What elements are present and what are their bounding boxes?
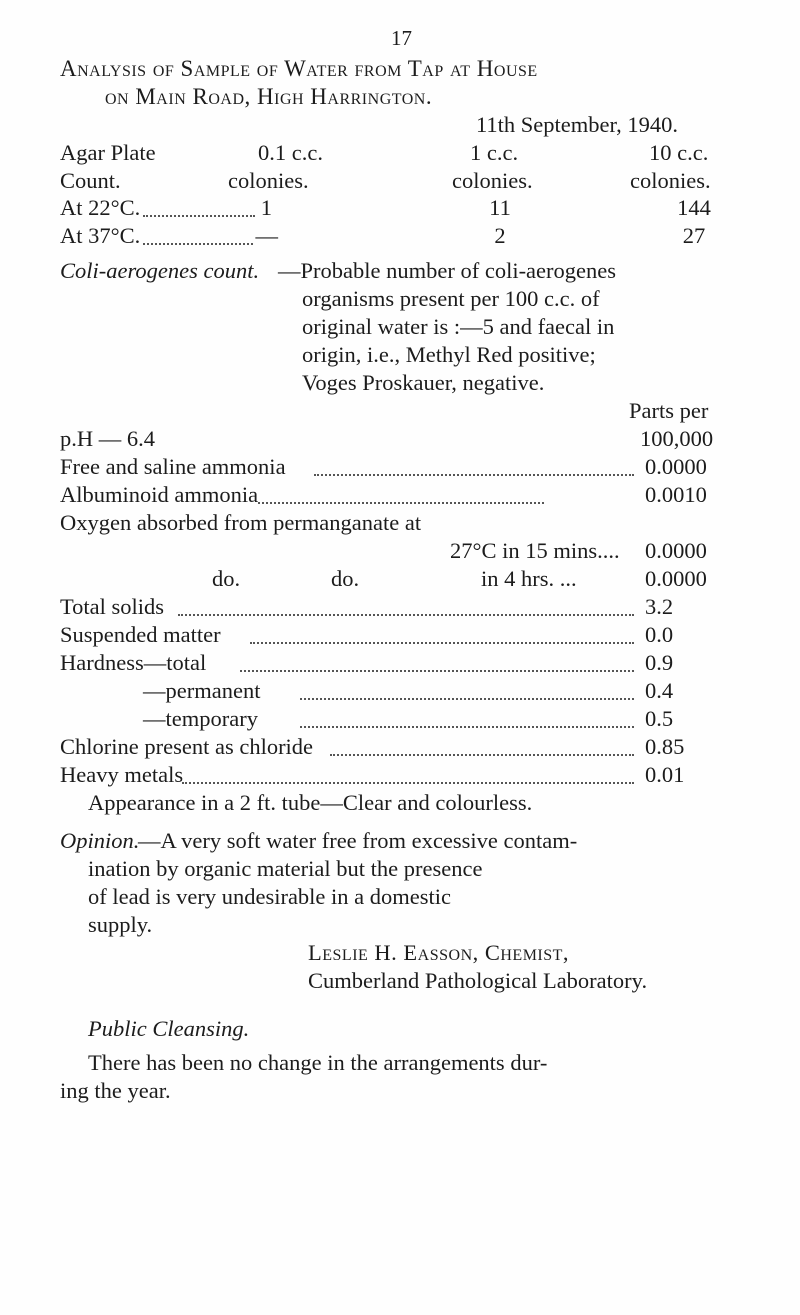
- units-header: Parts per: [629, 398, 709, 423]
- agar-cell: 2: [494, 223, 506, 248]
- chem-row-label: Suspended matter: [60, 622, 221, 647]
- agar-head-col1-2: colonies.: [228, 168, 309, 193]
- chem-row-value: 0.0010: [645, 482, 707, 507]
- agar-cell: 27: [682, 223, 706, 248]
- chem-row-label: —temporary: [143, 706, 258, 731]
- coli-label: Coli-aerogenes count.: [60, 258, 260, 283]
- chem-row-value: 0.0000: [645, 566, 707, 591]
- ph-value: p.H — 6.4: [60, 426, 155, 451]
- chem-row-label: do.: [212, 566, 241, 591]
- coli-line: origin, i.e., Methyl Red positive;: [302, 342, 596, 367]
- chem-row-label: Oxygen absorbed from permanganate at: [60, 510, 422, 535]
- leader-dots: [182, 782, 634, 784]
- agar-head-col2-2: colonies.: [452, 168, 533, 193]
- chem-row-label: in 4 hrs. ...: [481, 566, 577, 591]
- agar-cell: 11: [489, 195, 511, 220]
- chem-row-label: —permanent: [143, 678, 261, 703]
- chem-row-value: 0.0: [645, 622, 674, 647]
- agar-head-col1: 0.1 c.c.: [258, 140, 323, 165]
- coli-line: original water is :—5 and faecal in: [302, 314, 615, 339]
- signature-name: Leslie H. Easson, Chemist,: [308, 940, 570, 965]
- opinion-line: —A very soft water free from excessive contam-: [138, 828, 578, 853]
- chem-row-value: 0.4: [645, 678, 674, 703]
- chem-row-value: 0.0000: [645, 538, 707, 563]
- chem-row-label: do.: [331, 566, 360, 591]
- agar-head-label-2: Count.: [60, 168, 121, 193]
- agar-cell: 1: [260, 195, 272, 220]
- leader-dots: [143, 243, 253, 245]
- opinion-label: Opinion.: [60, 828, 140, 853]
- agar-head-col3-2: colonies.: [630, 168, 711, 193]
- chem-row-value: 0.5: [645, 706, 674, 731]
- leader-dots: [314, 474, 634, 476]
- agar-row-label: At 37°C.: [60, 223, 141, 248]
- leader-dots: [143, 215, 255, 217]
- agar-head-col2: 1 c.c.: [470, 140, 519, 165]
- opinion-line: ination by organic material but the presence: [88, 856, 483, 881]
- report-date: 11th September, 1940.: [476, 112, 678, 137]
- chem-row-label: 27°C in 15 mins....: [450, 538, 620, 563]
- leader-dots: [300, 698, 634, 700]
- chem-row-value: 3.2: [645, 594, 674, 619]
- agar-row-label: At 22°C.: [60, 195, 141, 220]
- chem-row-label: Free and saline ammonia: [60, 454, 286, 479]
- report-title-line1: Analysis of Sample of Water from Tap at House: [60, 56, 538, 81]
- chem-row-label: Total solids: [60, 594, 165, 619]
- leader-dots: [240, 670, 634, 672]
- report-title-line2: on Main Road, High Harrington.: [105, 84, 433, 109]
- public-cleansing-text: ing the year.: [60, 1078, 171, 1103]
- chem-row-label: Albuminoid ammonia: [60, 482, 259, 507]
- chem-row-value: 0.85: [645, 734, 685, 759]
- leader-dots: [258, 502, 544, 504]
- coli-line: organisms present per 100 c.c. of: [302, 286, 600, 311]
- chem-row-value: 0.9: [645, 650, 674, 675]
- leader-dots: [178, 614, 634, 616]
- signature-lab: Cumberland Pathological Laboratory.: [308, 968, 648, 993]
- appearance-note: Appearance in a 2 ft. tube—Clear and colourless.: [88, 790, 533, 815]
- leader-dots: [300, 726, 634, 728]
- leader-dots: [330, 754, 634, 756]
- agar-head-label: Agar Plate: [60, 140, 156, 165]
- chem-row-value: 0.01: [645, 762, 685, 787]
- public-cleansing-heading: Public Cleansing.: [88, 1016, 250, 1041]
- chem-row-value: 0.0000: [645, 454, 707, 479]
- page-number: 17: [391, 26, 412, 50]
- agar-cell: —: [255, 223, 278, 248]
- agar-head-col3: 10 c.c.: [649, 140, 709, 165]
- opinion-line: of lead is very undesirable in a domestic: [88, 884, 452, 909]
- chem-row-label: Chlorine present as chloride: [60, 734, 314, 759]
- leader-dots: [250, 642, 634, 644]
- agar-cell: 144: [677, 195, 711, 220]
- units-header: 100,000: [640, 426, 714, 451]
- chem-row-label: Heavy metals: [60, 762, 184, 787]
- coli-line: —Probable number of coli-aerogenes: [278, 258, 617, 283]
- public-cleansing-text: There has been no change in the arrangements dur-: [88, 1050, 548, 1075]
- coli-line: Voges Proskauer, negative.: [302, 370, 545, 395]
- opinion-line: supply.: [88, 912, 153, 937]
- chem-row-label: Hardness—total: [60, 650, 207, 675]
